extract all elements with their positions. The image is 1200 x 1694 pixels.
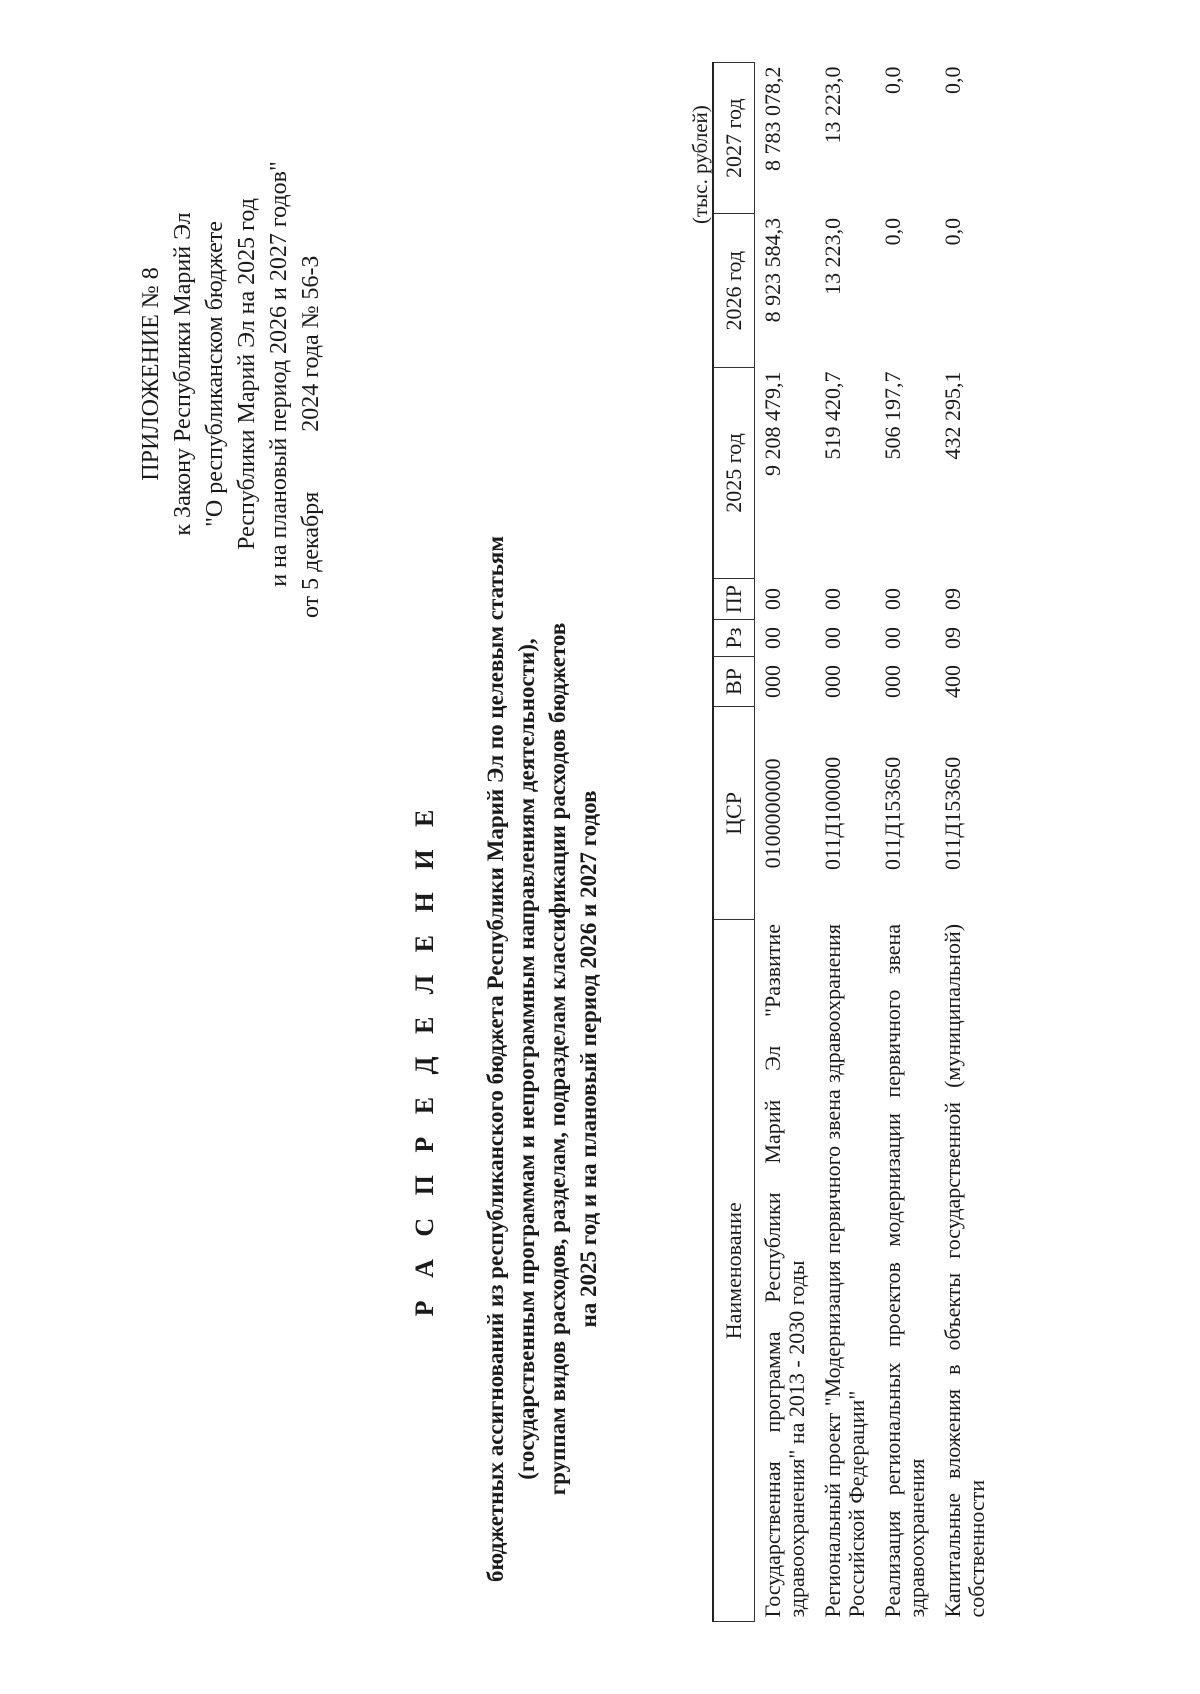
cell-name: Региональный проект "Модернизация первичного звена здравоохранения Российской Федерации" [820,923,869,1618]
subtitle-line: (государственным программам и непрограммным направлениям деятельности), [514,638,539,1480]
cell-rz: 09 [940,626,965,649]
cell-vr: 000 [820,665,845,699]
annex-header [135,104,327,644]
annex-line: к Закону Республики Марий Эл [170,212,196,536]
column-header-2026: 2026 год [713,214,755,368]
subtitle-line: бюджетных ассигнований из республиканского бюджета Республики Марий Эл по целевым статьям [483,535,508,1583]
table-header-row [713,63,755,1622]
cell-csr: 011Д153650 [940,756,965,870]
annex-line: "О республиканском бюджете [202,221,228,527]
table-row [815,63,875,1622]
cell-csr: 011Д100000 [820,756,845,870]
cell-2027: 13 223,0 [820,66,845,144]
date-month: декабря [298,491,324,572]
document-subtitle [480,484,604,1634]
cell-2025: 9 208 479,1 [760,371,785,476]
annex-line: и на плановый период 2026 и 2027 годов" [266,161,292,587]
cell-pr: 00 [760,588,785,611]
cell-2026: 13 223,0 [820,217,845,295]
cell-name: Реализация региональных проектов модернизации первичного звена здравоохранения [880,923,929,1618]
table-row [755,63,816,1622]
annex-line: Республики Марий Эл на 2025 год [234,198,260,550]
table-row [875,63,935,1622]
cell-2025: 506 197,7 [880,371,905,460]
column-header-rz: Рз [713,620,755,657]
date-year-number: 2024 года № 56-З [298,255,324,432]
column-header-2025: 2025 год [713,367,755,578]
cell-2027: 0,0 [880,66,905,94]
column-header-pr: ПР [713,578,755,619]
column-header-vr: ВР [713,656,755,706]
cell-vr: 400 [940,665,965,699]
cell-2027: 0,0 [940,66,965,94]
cell-rz: 00 [760,626,785,649]
subtitle-line: на 2025 год и на плановый период 2026 и 2027 годов [576,790,601,1328]
cell-2025: 432 295,1 [940,371,965,460]
date-prefix: от [298,595,324,618]
annex-date-line [295,104,327,644]
cell-name: Капитальные вложения в объекты государственной (муниципальной) собственности [940,923,989,1618]
budget-table [712,62,995,1622]
annex-line: ПРИЛОЖЕНИЕ № 8 [138,267,164,481]
table-row [935,63,995,1622]
cell-csr: 0100000000 [760,758,785,869]
cell-2025: 519 420,7 [820,371,845,460]
cell-2026: 8 923 584,3 [760,217,785,323]
cell-2026: 0,0 [880,217,905,246]
subtitle-line: группам видов расходов, разделам, подразделам классификации расходов бюджетов [545,622,570,1496]
cell-2026: 0,0 [940,217,965,246]
cell-rz: 00 [880,626,905,649]
document-title: Р А С П Р Е Д Е Л Е Н И Е [410,801,439,1317]
cell-name: Государственная программа Республики Марий Эл "Развитие здравоохранения" на 2013 - 2030 годы [760,923,809,1618]
column-header-csr: ЦСР [713,707,755,920]
cell-csr: 011Д153650 [880,756,905,870]
cell-2027: 8 783 078,2 [760,66,785,171]
cell-vr: 000 [760,665,785,699]
column-header-2027: 2027 год [713,63,755,214]
units-label: (тыс. рублей) [688,105,712,224]
cell-pr: 09 [940,588,965,611]
column-header-name: Наименование [713,920,755,1622]
cell-pr: 00 [880,588,905,611]
cell-pr: 00 [820,588,845,611]
cell-rz: 00 [820,626,845,649]
cell-vr: 000 [880,665,905,699]
date-day: 5 [298,577,324,590]
